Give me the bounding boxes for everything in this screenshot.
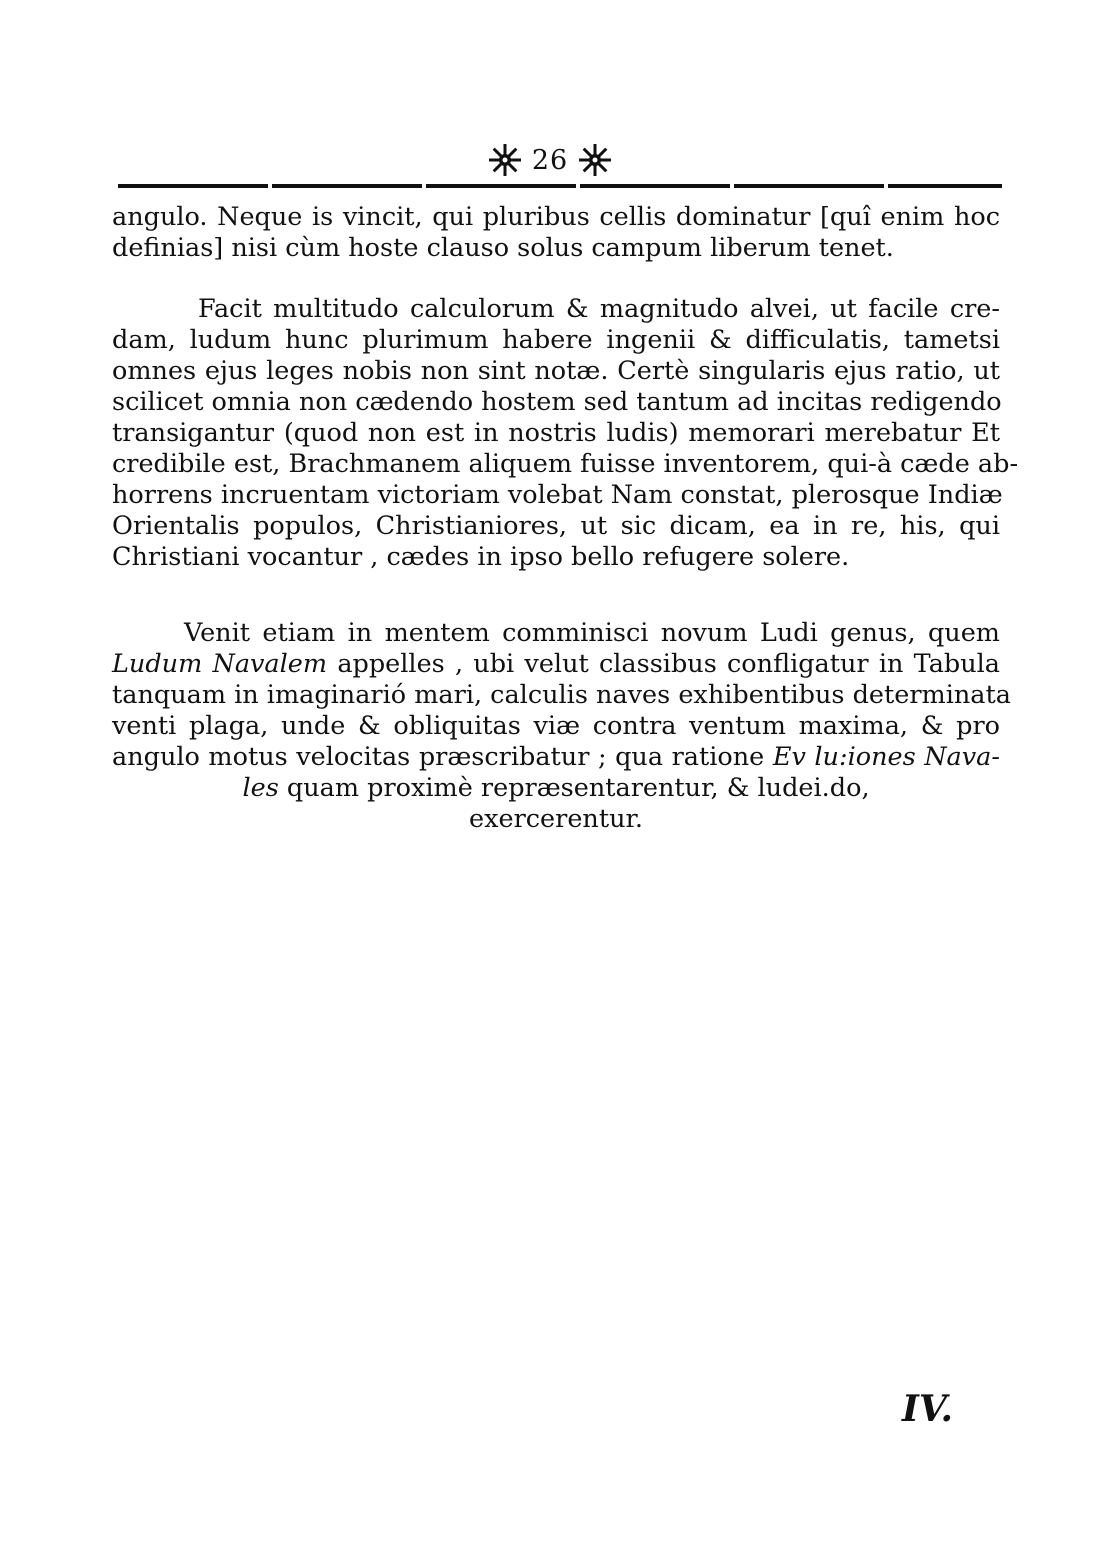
text-fragment: appelles , ubi velut classibus confligatur in Tabula [337, 649, 1000, 679]
paragraph-2 [112, 294, 1019, 573]
text-line: Venit etiam in mentem comminisci novum Ludi genus, quem [184, 618, 1000, 648]
text-line [112, 649, 1000, 680]
text-line: credibile est, Brachmanem aliquem fuisse inventorem, qui-à cæde ab- [112, 449, 1019, 479]
catchword: IV. [902, 1388, 954, 1430]
text-line: omnes ejus leges nobis non sint notæ. Certè singularis ejus ratio, ut [112, 356, 1000, 386]
text-fragment: angulo motus velocitas præscribatur ; qua ratione [112, 742, 765, 772]
header-rule [118, 184, 1002, 188]
text-line: venti plaga, unde & obliquitas viæ contra ventum maxima, & pro [112, 711, 1000, 741]
text-line: Orientalis populos, Christianiores, ut sic dicam, ea in re, his, qui [112, 511, 1000, 541]
text-line: tanquam in imaginarió mari, calculis naves exhibentibus determinata [112, 680, 1011, 710]
paragraph-3 [112, 618, 1011, 835]
text-line: Christiani vocantur , cædes in ipso bello refugere solere. [112, 542, 850, 572]
text-line: dam, ludum hunc plurimum habere ingenii & difficulatis, tametsi [112, 325, 1000, 355]
italic-term: les [242, 773, 279, 803]
text-line: exercerentur. [469, 804, 643, 834]
text-fragment: quam proximè repræsentarentur, & ludei.do, [286, 773, 870, 803]
text-line [112, 742, 1000, 773]
text-line: scilicet omnia non cædendo hostem sed tantum ad incitas redigendo [112, 387, 1002, 417]
italic-term: Ludum Navalem [112, 649, 328, 679]
text-line: Facit multitudo calculorum & magnitudo alvei, ut facile cre- [198, 294, 1000, 324]
text-line: transigantur (quod non est in nostris ludis) memorari merebatur Et [112, 418, 1000, 448]
paragraph-1 [112, 202, 1000, 264]
text-line: horrens incruentam victoriam volebat Nam constat, plerosque Indiæ [112, 480, 1003, 510]
text-line: definias] nisi cùm hoste clauso solus campum liberum tenet. [112, 233, 894, 263]
flower-ornament-icon [488, 143, 522, 177]
italic-term: Ev lu:iones Nava- [772, 742, 1000, 772]
text-line [112, 773, 1000, 804]
page-header [0, 140, 1100, 180]
text-line: angulo. Neque is vincit, qui pluribus cellis dominatur [quî enim hoc [112, 202, 1000, 232]
page-number: 26 [531, 144, 569, 176]
flower-ornament-icon [578, 143, 612, 177]
